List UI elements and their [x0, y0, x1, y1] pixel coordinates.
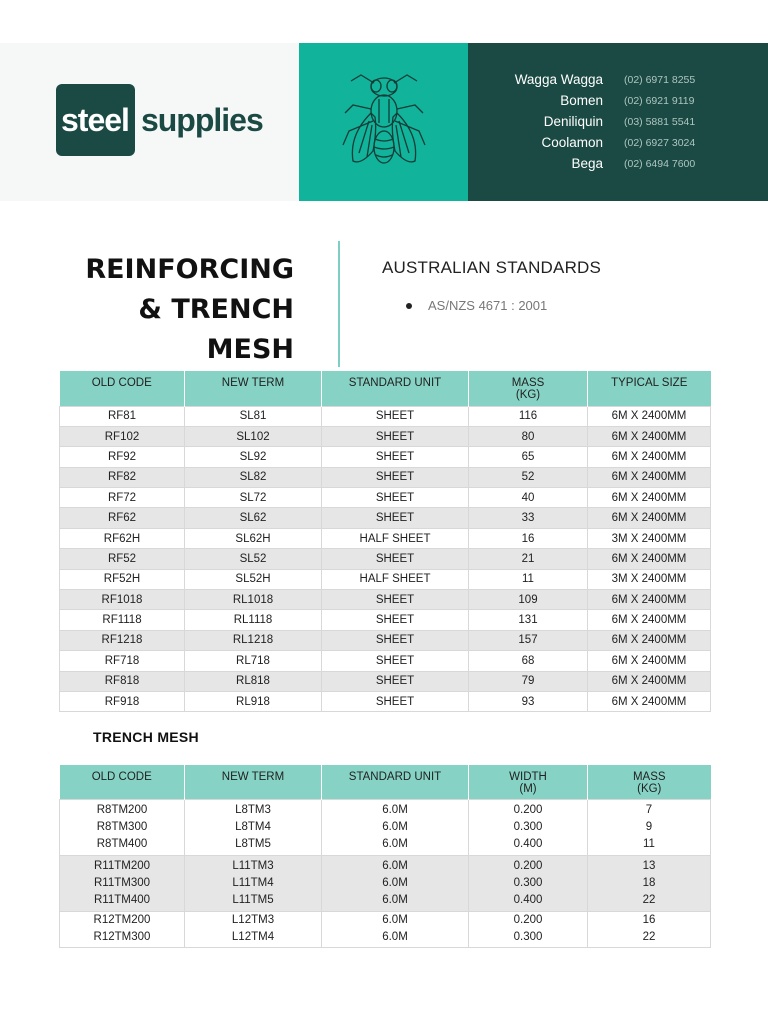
cell-value: L8TM3 [235, 803, 271, 816]
table-cell: 40 [469, 488, 588, 508]
table-cell: 6M X 2400MM [588, 630, 711, 650]
cell-value: 0.200 [513, 803, 543, 816]
table-cell: RF52H [60, 569, 185, 589]
steel-supplies-logo [56, 84, 263, 156]
table-cell: 3M X 2400MM [588, 528, 711, 548]
cell-value: 0.200 [513, 914, 543, 926]
cell-value: 6.0M [382, 876, 408, 889]
cell-value: 0.300 [513, 876, 543, 889]
branch-bega [468, 156, 768, 177]
cell-value: L8TM4 [235, 820, 271, 833]
standards-item: AS/NZS 4671 : 2001 [406, 298, 547, 313]
header-band [0, 43, 768, 201]
cell-value: 11 [643, 837, 655, 850]
branch-city: Coolamon [541, 135, 603, 150]
table-cell: SHEET [322, 671, 469, 691]
table-cell: RF1118 [60, 610, 185, 630]
table-row [60, 447, 711, 467]
table-cell: RF52 [60, 549, 185, 569]
table-header-row [60, 371, 711, 406]
branch-deniliquin [468, 114, 768, 135]
table-cell: RF62H [60, 528, 185, 548]
table-cell: SL52 [185, 549, 322, 569]
col-header-typical-size: TYPICAL SIZE [588, 371, 711, 406]
cell-value: 0.200 [513, 859, 543, 872]
table-cell: RL918 [185, 691, 322, 711]
table-cell: RF81 [60, 406, 185, 426]
table-cell: SHEET [322, 610, 469, 630]
branch-phone[interactable]: (02) 6971 8255 [624, 74, 696, 86]
table-cell: SHEET [322, 508, 469, 528]
table-cell: 6M X 2400MM [588, 488, 711, 508]
fly-panel [299, 43, 468, 201]
cell-value: 6.0M [382, 837, 408, 850]
table-cell: 68 [469, 651, 588, 671]
table-cell: 6M X 2400MM [588, 447, 711, 467]
table-cell: HALF SHEET [322, 569, 469, 589]
trench-mesh-heading: TRENCH MESH [93, 729, 199, 745]
table-row [60, 590, 711, 610]
table-cell: 6M X 2400MM [588, 549, 711, 569]
logo-wordmark: supplies [140, 101, 263, 138]
cell-value: R12TM200 [93, 914, 151, 926]
table-row [60, 691, 711, 711]
cell-value: R8TM300 [96, 820, 148, 833]
table-cell: RL1018 [185, 590, 322, 610]
table-cell: RF718 [60, 651, 185, 671]
fly-illustration-icon [339, 65, 429, 177]
table-cell: 3M X 2400MM [588, 569, 711, 589]
table-cell: SHEET [322, 630, 469, 650]
cell-value: L11TM4 [232, 876, 274, 889]
table-cell: RF918 [60, 691, 185, 711]
table-cell: 157 [469, 630, 588, 650]
col-header-mass: MASS (KG) [469, 371, 588, 406]
cell-value: 18 [642, 876, 656, 889]
table-row [60, 467, 711, 487]
table-cell [588, 855, 711, 911]
table-cell: 6M X 2400MM [588, 691, 711, 711]
cell-value: L11TM5 [232, 893, 274, 906]
cell-value: 6.0M [382, 931, 408, 943]
table-cell: RF1018 [60, 590, 185, 610]
table-cell [588, 799, 711, 855]
branch-phone[interactable]: (02) 6927 3024 [624, 137, 696, 149]
cell-value: 0.300 [513, 820, 543, 833]
table-cell [60, 799, 185, 855]
table-cell: SL52H [185, 569, 322, 589]
branch-wagga-wagga [468, 72, 768, 93]
table-row [60, 569, 711, 589]
table-cell: RF72 [60, 488, 185, 508]
table-cell: HALF SHEET [322, 528, 469, 548]
branch-city: Bega [571, 156, 603, 171]
table-cell: 16 [469, 528, 588, 548]
table-row [60, 671, 711, 691]
cell-value: 16 [642, 914, 656, 926]
cell-value: R11TM400 [93, 893, 151, 906]
table-cell: 131 [469, 610, 588, 630]
table-cell: SHEET [322, 426, 469, 446]
table-row [60, 426, 711, 446]
table-cell [588, 911, 711, 947]
branch-phone[interactable]: (03) 5881 5541 [624, 116, 696, 128]
cell-value: 13 [642, 859, 656, 872]
table-cell: RF818 [60, 671, 185, 691]
cell-value: 6.0M [382, 803, 408, 816]
logo-mark: steel [56, 84, 135, 156]
table-cell [469, 855, 588, 911]
table-cell: RL718 [185, 651, 322, 671]
table-cell: SL102 [185, 426, 322, 446]
table-cell: 6M X 2400MM [588, 467, 711, 487]
title-line: & TRENCH [138, 294, 294, 325]
table-row [60, 610, 711, 630]
table-cell: 6M X 2400MM [588, 651, 711, 671]
col-header-new-term: NEW TERM [185, 371, 322, 406]
table-cell: RF102 [60, 426, 185, 446]
trench-mesh-table [59, 765, 711, 948]
table-row [60, 488, 711, 508]
table-row-group [60, 911, 711, 947]
table-row-group [60, 855, 711, 911]
branch-phone[interactable]: (02) 6921 9119 [624, 95, 695, 107]
col-header-standard-unit: STANDARD UNIT [322, 765, 469, 799]
table-cell [322, 855, 469, 911]
table-cell: SL92 [185, 447, 322, 467]
table-cell: 33 [469, 508, 588, 528]
branch-city: Bomen [560, 93, 603, 108]
branch-city: Deniliquin [543, 114, 603, 129]
table-row [60, 528, 711, 548]
reinforcing-mesh-table [59, 371, 711, 712]
table-cell [60, 911, 185, 947]
cell-value: 7 [645, 803, 653, 816]
table-cell [469, 799, 588, 855]
col-header-width: WIDTH (M) [469, 765, 588, 799]
cell-value: R11TM200 [93, 859, 151, 872]
table-header-row [60, 765, 711, 799]
title-line: REINFORCING [85, 254, 294, 285]
branch-phone[interactable]: (02) 6494 7600 [624, 158, 696, 170]
table-cell: 6M X 2400MM [588, 426, 711, 446]
table-cell: 6M X 2400MM [588, 590, 711, 610]
cell-value: 6.0M [382, 893, 408, 906]
table-cell: SHEET [322, 467, 469, 487]
branch-bomen [468, 93, 768, 114]
table-cell [322, 799, 469, 855]
table-cell [185, 911, 322, 947]
table-cell: 52 [469, 467, 588, 487]
table-cell: SHEET [322, 691, 469, 711]
table-cell: 93 [469, 691, 588, 711]
table-row [60, 406, 711, 426]
cell-value: R12TM300 [93, 931, 151, 943]
table-cell: SHEET [322, 651, 469, 671]
branch-contacts [468, 43, 768, 201]
table-cell: SL72 [185, 488, 322, 508]
table-cell: 80 [469, 426, 588, 446]
table-cell: 65 [469, 447, 588, 467]
col-header-mass: MASS (KG) [588, 765, 711, 799]
cell-value: L11TM3 [232, 859, 274, 872]
cell-value: 0.300 [513, 931, 543, 943]
table-cell: 6M X 2400MM [588, 406, 711, 426]
cell-value: 22 [642, 893, 656, 906]
table-cell: SL62 [185, 508, 322, 528]
standards-heading: AUSTRALIAN STANDARDS [382, 258, 602, 277]
table-cell: 6M X 2400MM [588, 671, 711, 691]
table-cell: 6M X 2400MM [588, 610, 711, 630]
cell-value: L8TM5 [235, 837, 271, 850]
table-row [60, 508, 711, 528]
col-header-old-code: OLD CODE [60, 765, 185, 799]
table-cell: 6M X 2400MM [588, 508, 711, 528]
cell-value: 6.0M [382, 859, 408, 872]
table-cell: RL1118 [185, 610, 322, 630]
table-cell: 79 [469, 671, 588, 691]
table-row [60, 630, 711, 650]
table-cell: SHEET [322, 406, 469, 426]
table-row [60, 549, 711, 569]
table-cell: 21 [469, 549, 588, 569]
table-row [60, 651, 711, 671]
table-cell: RF1218 [60, 630, 185, 650]
table-cell: RL818 [185, 671, 322, 691]
cell-value: 22 [642, 931, 656, 943]
table-cell [469, 911, 588, 947]
cell-value: R8TM200 [96, 803, 148, 816]
table-cell: SL81 [185, 406, 322, 426]
table-row-group [60, 799, 711, 855]
cell-value: L12TM4 [231, 931, 275, 943]
table-cell: SL62H [185, 528, 322, 548]
cell-value: R8TM400 [96, 837, 148, 850]
cell-value: R11TM300 [93, 876, 151, 889]
table-cell: SHEET [322, 590, 469, 610]
branch-city: Wagga Wagga [514, 72, 603, 87]
page-title [85, 250, 294, 370]
table-cell [185, 799, 322, 855]
standards-list [406, 298, 547, 313]
title-line: MESH [206, 334, 294, 365]
col-header-standard-unit: STANDARD UNIT [322, 371, 469, 406]
table-cell: RF92 [60, 447, 185, 467]
table-cell [185, 855, 322, 911]
table-cell: 109 [469, 590, 588, 610]
table-cell [60, 855, 185, 911]
title-divider [338, 241, 340, 367]
table-cell: SHEET [322, 447, 469, 467]
table-cell: RF62 [60, 508, 185, 528]
table-cell [322, 911, 469, 947]
table-cell: SL82 [185, 467, 322, 487]
table-cell: RF82 [60, 467, 185, 487]
table-cell: SHEET [322, 549, 469, 569]
cell-value: L12TM3 [231, 914, 275, 926]
cell-value: 9 [645, 820, 653, 833]
cell-value: 0.400 [513, 893, 543, 906]
table-cell: 116 [469, 406, 588, 426]
cell-value: 6.0M [382, 914, 408, 926]
table-cell: RL1218 [185, 630, 322, 650]
branch-coolamon [468, 135, 768, 156]
table-cell: SHEET [322, 488, 469, 508]
cell-value: 6.0M [382, 820, 408, 833]
table-cell: 11 [469, 569, 588, 589]
col-header-new-term: NEW TERM [185, 765, 322, 799]
cell-value: 0.400 [513, 837, 543, 850]
col-header-old-code: OLD CODE [60, 371, 185, 406]
